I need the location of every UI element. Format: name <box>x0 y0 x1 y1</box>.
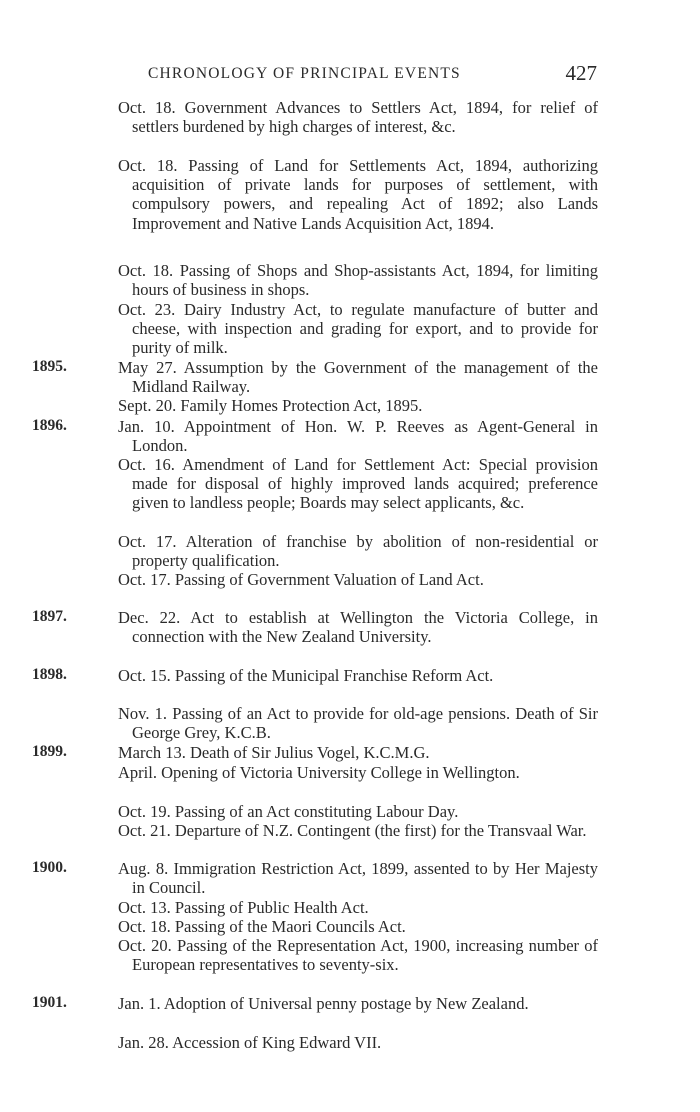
page-header <box>148 62 600 88</box>
entry-text: Aug. 8. Immigration Restriction Act, 1899, assented to by Her Majesty in Council. <box>118 859 598 898</box>
entry-text: Oct. 13. Passing of Public Health Act. <box>118 898 369 917</box>
entry-text: Oct. 18. Passing of the Maori Councils Act. <box>118 917 406 936</box>
page-number: 427 <box>565 61 597 85</box>
entry-year: 1900. <box>32 859 67 876</box>
entry-text: March 13. Death of Sir Julius Vogel, K.C.M.G. <box>118 743 430 762</box>
entry-text: Jan. 10. Appointment of Hon. W. P. Reeves as Agent-General in London. <box>118 417 598 456</box>
entry-text: Oct. 19. Passing of an Act constituting Labour Day. <box>118 802 459 821</box>
entry-text: Oct. 15. Passing of the Municipal Franchise Reform Act. <box>118 666 494 685</box>
entry-year: 1899. <box>32 743 67 760</box>
entry-year: 1897. <box>32 608 67 625</box>
entry-year: 1895. <box>32 358 67 375</box>
entry-year: 1898. <box>32 666 67 683</box>
entry-text: Oct. 23. Dairy Industry Act, to regulate manufacture of butter and cheese, with inspection and grading for export, and to provide for purity of milk. <box>118 300 598 358</box>
entry-text: Jan. 28. Accession of King Edward VII. <box>118 1033 382 1052</box>
entry-year: 1901. <box>32 994 67 1011</box>
entry-text: Oct. 17. Passing of Government Valuation of Land Act. <box>118 570 484 589</box>
entry-text: Oct. 17. Alteration of franchise by abolition of non-residential or property qualification. <box>118 532 598 571</box>
running-head: CHRONOLOGY OF PRINCIPAL EVENTS <box>148 65 461 82</box>
entry-text: Oct. 21. Departure of N.Z. Contingent (the first) for the Transvaal War. <box>118 821 587 840</box>
entry-text: April. Opening of Victoria University College in Wellington. <box>118 763 520 782</box>
entry-text: Sept. 20. Family Homes Protection Act, 1895. <box>118 396 423 415</box>
entry-text: Nov. 1. Passing of an Act to provide for old-age pensions. Death of Sir George Grey, K.C.B. <box>118 704 598 743</box>
entry-text: Dec. 22. Act to establish at Wellington the Victoria College, in connection with the New Zealand University. <box>118 608 598 647</box>
entry-year: 1896. <box>32 417 67 434</box>
entry-text: Oct. 20. Passing of the Representation Act, 1900, increasing number of European representatives to seventy-six. <box>118 936 598 975</box>
entry-text: Oct. 16. Amendment of Land for Settlement Act: Special provision made for disposal of highly improved lands acquired; preference given to landless people; Boards may select applicants, &c. <box>118 455 598 513</box>
entry-text: May 27. Assumption by the Government of the management of the Midland Railway. <box>118 358 598 397</box>
entry-text: Oct. 18. Passing of Land for Settlements Act, 1894, authorizing acquisition of private lands for purposes of settlement, with compulsory powers, and repealing Act of 1892; also Lands Improvement and Native Lands Acquisition Act, 1894. <box>118 156 598 233</box>
entry-text: Oct. 18. Government Advances to Settlers Act, 1894, for relief of settlers burdened by high charges of interest, &c. <box>118 98 598 137</box>
entry-text: Jan. 1. Adoption of Universal penny postage by New Zealand. <box>118 994 529 1013</box>
entry-text: Oct. 18. Passing of Shops and Shop-assistants Act, 1894, for limiting hours of business in shops. <box>118 261 598 300</box>
